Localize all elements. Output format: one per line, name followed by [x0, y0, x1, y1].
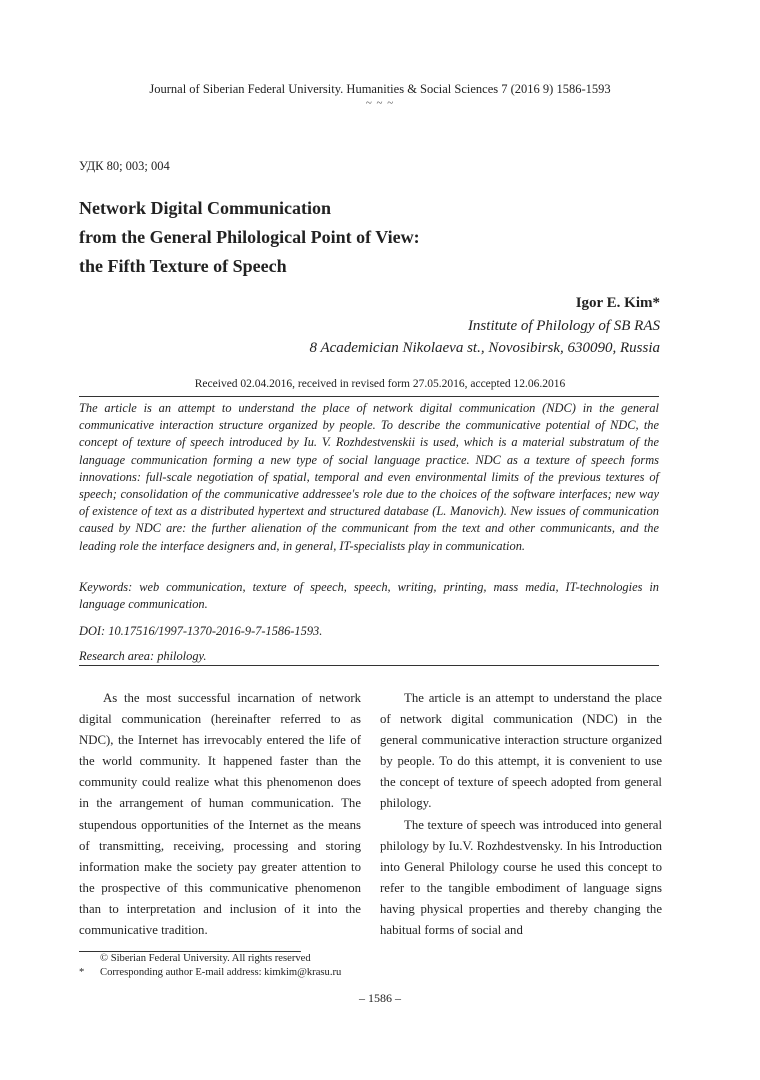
- footnote-author-email: Corresponding author E-mail address: kimkim@krasu.ru: [100, 967, 342, 978]
- received-dates: Received 02.04.2016, received in revised form 27.05.2016, accepted 12.06.2016: [194, 378, 566, 390]
- title-line-2: from the General Philological Point of View:: [79, 227, 420, 247]
- page-number: – 1586 –: [359, 991, 401, 1005]
- footnote-copyright: © Siberian Federal University. All rights reserved: [100, 953, 311, 964]
- keywords: Keywords: web communication, texture of speech, speech, writing, printing, mass media, IT-technologies in language communication.: [79, 580, 659, 612]
- body-right-column: [380, 688, 662, 941]
- title-line-1: Network Digital Communication: [79, 198, 331, 218]
- body-left-column: [79, 688, 361, 941]
- author-institute: Institute of Philology of SB RAS: [467, 318, 660, 334]
- title-line-3: the Fifth Texture of Speech: [79, 256, 287, 276]
- left-paragraph: As the most successful incarnation of network digital communication (hereinafter referred to as NDC), the Internet has irrevocably entered the life of the world community. It happened faster than the community could realize what this phenomenon does in the arrangement of human communication. The stupendous opportunities of the Internet as the means of transmitting, receiving, processing and storing information make the society pay greater attention to the prospective of this communicative phenomenon than to interpretation and inclusion of it into the communicative tradition.: [79, 691, 361, 938]
- author-address: 8 Academician Nikolaeva st., Novosibirsk, 630090, Russia: [309, 340, 660, 356]
- research-area: Research area: philology.: [79, 649, 207, 663]
- article-title: [79, 194, 679, 281]
- abstract-top-rule: [79, 396, 659, 397]
- footnote-asterisk: *: [79, 967, 85, 978]
- journal-header: Journal of Siberian Federal University. Humanities & Social Sciences 7 (2016 9) 1586-1593: [149, 82, 611, 96]
- right-paragraph-2: The texture of speech was introduced into general philology by Iu.V. Rozhdestvensky. In his Introduction into General Philology course he used this concept to refer to the tangible embodiment of language signs having physical properties and thereby changing the habitual forms of social and: [380, 817, 662, 938]
- doi: DOI: 10.17516/1997-1370-2016-9-7-1586-1593.: [79, 624, 323, 638]
- udk-code: УДК 80; 003; 004: [79, 159, 170, 173]
- right-paragraph-1: The article is an attempt to understand the place of network digital communication (NDC) in the general communicative interaction structure organized by people. To do this attempt, it is convenient to use the concept of texture of speech adopted from general philology.: [380, 691, 662, 811]
- header-ornament: ~ ~ ~: [365, 97, 395, 109]
- abstract-bottom-rule: [79, 665, 659, 666]
- abstract: The article is an attempt to understand the place of network digital communication (NDC) in the general communicative interaction structure organized by people. To describe the communicative potential of NDC, the concept of texture of speech introduced by Iu. V. Rozhdestvenskii is used, which is a material substratum of the language communication forming a new type of social language practice. NDC as a texture of speech forms innovations: full-scale negotiation of spatial, temporal and even environmental limits of the previous textures of speech; consolidation of the communicative addressee's role due to the choices of the software interfaces; new way of existence of text as a distributed hypertext and structured database (L. Manovich). New issues of communication caused by NDC are: the further alienation of the communicant from the text and other communicants, and the leading role the interface designers and, in general, IT-specialists play in communication.: [79, 401, 659, 553]
- author-name: Igor E. Kim*: [575, 295, 660, 311]
